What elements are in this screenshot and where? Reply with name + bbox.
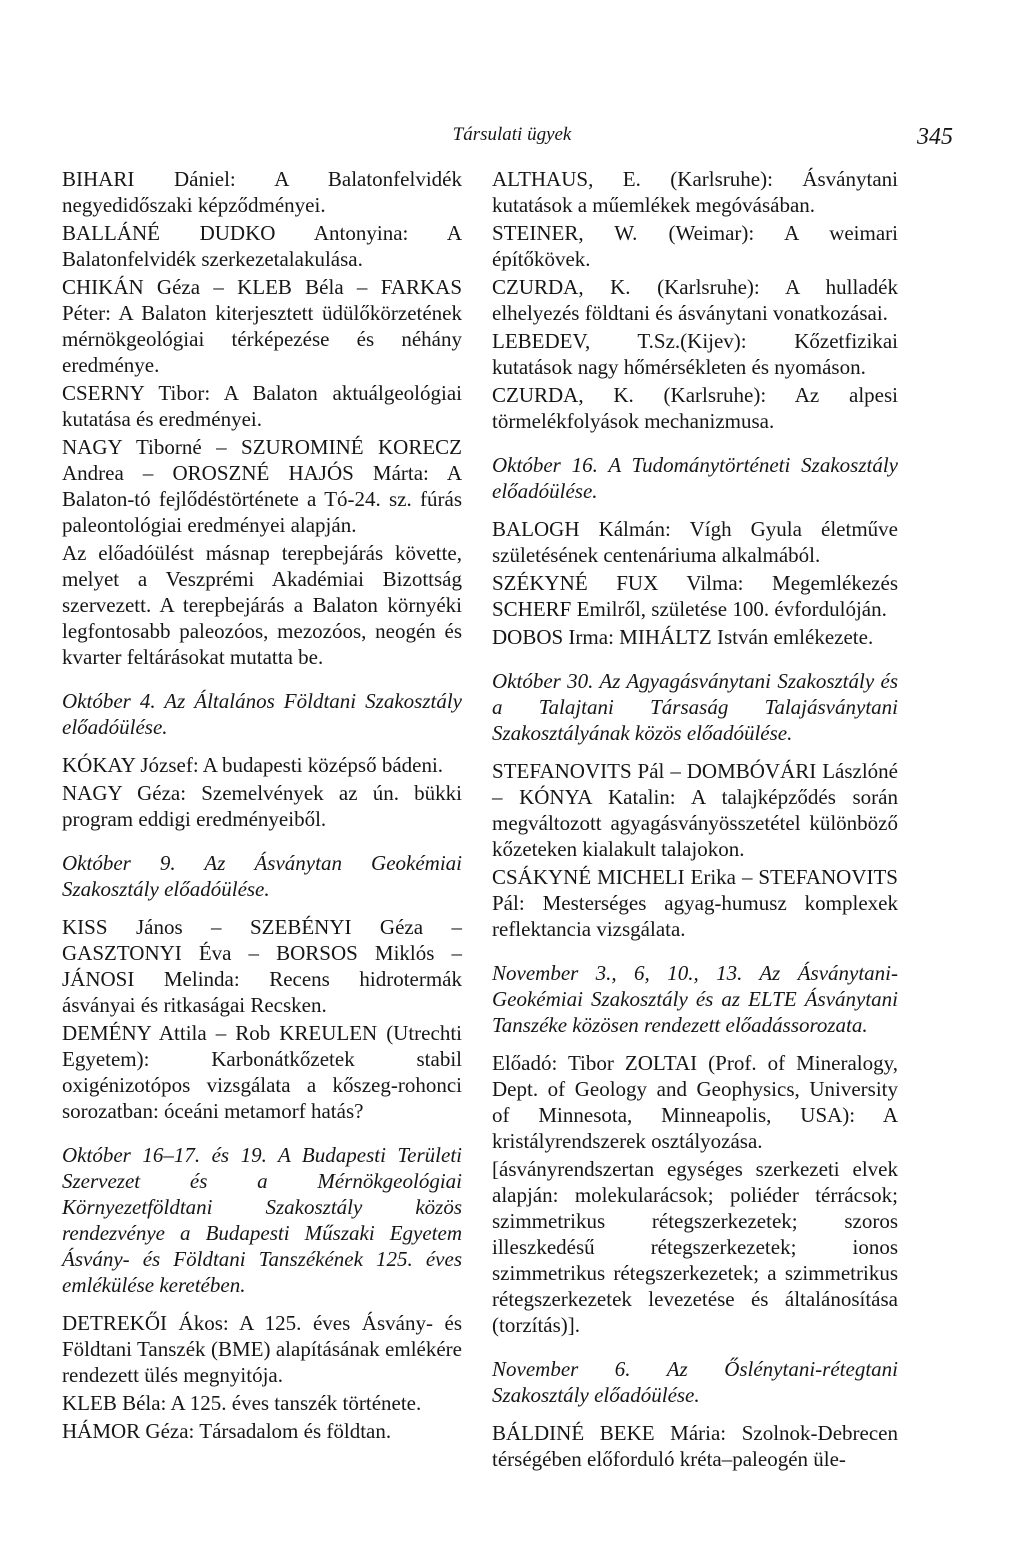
entry-paragraph: CHIKÁN Géza – KLEB Béla – FARKAS Péter: A Balaton kiterjesztett üdülőkörzetének mérnökgeológiai térképezése és néhány eredménye.: [62, 275, 462, 377]
entry-paragraph: [ásványrendszertan egységes szerkezeti elvek alapján: molekularácsok; poliéder térrácsok; szimmetrikus rétegszerkezetek; szoros illeszkedésű rétegszerkezetek; ionos szimmetrikus rétegszerkezetek; a szimmetrikus rétegszerkezetek levezetése és általánosítása (torzítás)].: [492, 1157, 898, 1337]
entry-paragraph: DETREKŐI Ákos: A 125. éves Ásvány- és Földtani Tanszék (BME) alapításának emlékére rendezett ülés megnyitója.: [62, 1311, 462, 1387]
entry-paragraph: CZURDA, K. (Karlsruhe): Az alpesi törmelékfolyások mechanizmusa.: [492, 383, 898, 433]
entry-paragraph: HÁMOR Géza: Társadalom és földtan.: [62, 1419, 392, 1443]
entry-paragraph: KLEB Béla: A 125. éves tanszék története.: [62, 1391, 422, 1415]
entry-paragraph: BIHARI Dániel: A Balatonfelvidék negyedidőszaki képződményei.: [62, 167, 462, 217]
right-column: [492, 166, 898, 1474]
section-heading: Október 30. Az Agyagásványtani Szakosztály és a Talajtani Társaság Talajásványtani Szakosztályának közös előadóülése.: [492, 669, 898, 745]
entry-paragraph: Az előadóülést másnap terepbejárás követte, melyet a Veszprémi Akadémiai Bizottság szervezett. A terepbejárás a Balaton környéki legfontosabb paleozóos, mezozóos, neogén és kvarter feltárásokat mutatta be.: [62, 541, 462, 669]
entry-paragraph: CSERNY Tibor: A Balaton aktuálgeológiai kutatása és eredményei.: [62, 381, 462, 431]
entry-paragraph: CSÁKYNÉ MICHELI Erika – STEFANOVITS Pál: Mesterséges agyag-humusz komplexek reflektancia vizsgálata.: [492, 865, 898, 941]
section-heading: November 6. Az Őslénytani-rétegtani Szakosztály előadóülése.: [492, 1357, 898, 1407]
section-heading: Október 9. Az Ásványtan Geokémiai Szakosztály előadóülése.: [62, 851, 462, 901]
entry-paragraph: NAGY Tiborné – SZUROMINÉ KORECZ Andrea – OROSZNÉ HAJÓS Márta: A Balaton-tó fejlődéstörténete a Tó-24. sz. fúrás paleontológiai eredményei alapján.: [62, 435, 462, 537]
running-header-title: Társulati ügyek: [452, 124, 572, 145]
page-number: 345: [917, 124, 953, 150]
entry-paragraph: SZÉKYNÉ FUX Vilma: Megemlékezés SCHERF Emilről, születése 100. évfordulóján.: [492, 571, 898, 621]
entry-paragraph: Előadó: Tibor ZOLTAI (Prof. of Mineralogy, Dept. of Geology and Geophysics, University of Minnesota, Minneapolis, USA): A kristályrendszerek osztályozása.: [492, 1051, 898, 1153]
entry-paragraph: ALTHAUS, E. (Karlsruhe): Ásványtani kutatások a műemlékek megóvásában.: [492, 167, 898, 217]
entry-paragraph: NAGY Géza: Szemelvények az ún. bükki program eddigi eredményeiből.: [62, 781, 462, 831]
entry-paragraph: BALLÁNÉ DUDKO Antonyina: A Balatonfelvidék szerkezetalakulása.: [62, 221, 462, 271]
entry-paragraph: DOBOS Irma: MIHÁLTZ István emlékezete.: [492, 625, 874, 649]
left-column: [62, 166, 462, 1446]
entry-paragraph: DEMÉNY Attila – Rob KREULEN (Utrechti Egyetem): Karbonátkőzetek stabil oxigénizotópos vizsgálata a kőszeg-rohonci sorozatban: óceáni metamorf hatás?: [62, 1021, 462, 1123]
entry-paragraph: KÓKAY József: A budapesti középső bádeni.: [62, 753, 444, 777]
entry-paragraph: LEBEDEV, T.Sz.(Kijev): Kőzetfizikai kutatások nagy hőmérsékleten és nyomáson.: [492, 329, 898, 379]
entry-paragraph: STEINER, W. (Weimar): A weimari építőkövek.: [492, 221, 898, 271]
entry-paragraph: STEFANOVITS Pál – DOMBÓVÁRI Lászlóné – KÓNYA Katalin: A talajképződés során megváltozott agyagásványösszetétel különböző kőzeteken kialakult talajokon.: [492, 759, 898, 861]
section-heading: Október 4. Az Általános Földtani Szakosztály előadóülése.: [62, 689, 462, 739]
entry-paragraph: CZURDA, K. (Karlsruhe): A hulladék elhelyezés földtani és ásványtani vonatkozásai.: [492, 275, 898, 325]
entry-paragraph: KISS János – SZEBÉNYI Géza – GASZTONYI Éva – BORSOS Miklós – JÁNOSI Melinda: Recens hidrotermák ásványai és ritkaságai Recsken.: [62, 915, 462, 1017]
section-heading: Október 16–17. és 19. A Budapesti Területi Szervezet és a Mérnökgeológiai Környezetföldtani Szakosztály közös rendezvénye a Budapesti Műszaki Egyetem Ásvány- és Földtani Tanszékének 125. éves emlékülése keretében.: [62, 1143, 462, 1297]
section-heading: November 3., 6, 10., 13. Az Ásványtani-Geokémiai Szakosztály és az ELTE Ásványtani Tanszéke közösen rendezett előadássorozata.: [492, 961, 898, 1037]
entry-paragraph: BALOGH Kálmán: Vígh Gyula életműve születésének centenáriuma alkalmából.: [492, 517, 898, 567]
section-heading: Október 16. A Tudománytörténeti Szakosztály előadóülése.: [492, 453, 898, 503]
entry-paragraph: BÁLDINÉ BEKE Mária: Szolnok-Debrecen térségében előforduló kréta–paleogén üle-: [492, 1421, 898, 1471]
